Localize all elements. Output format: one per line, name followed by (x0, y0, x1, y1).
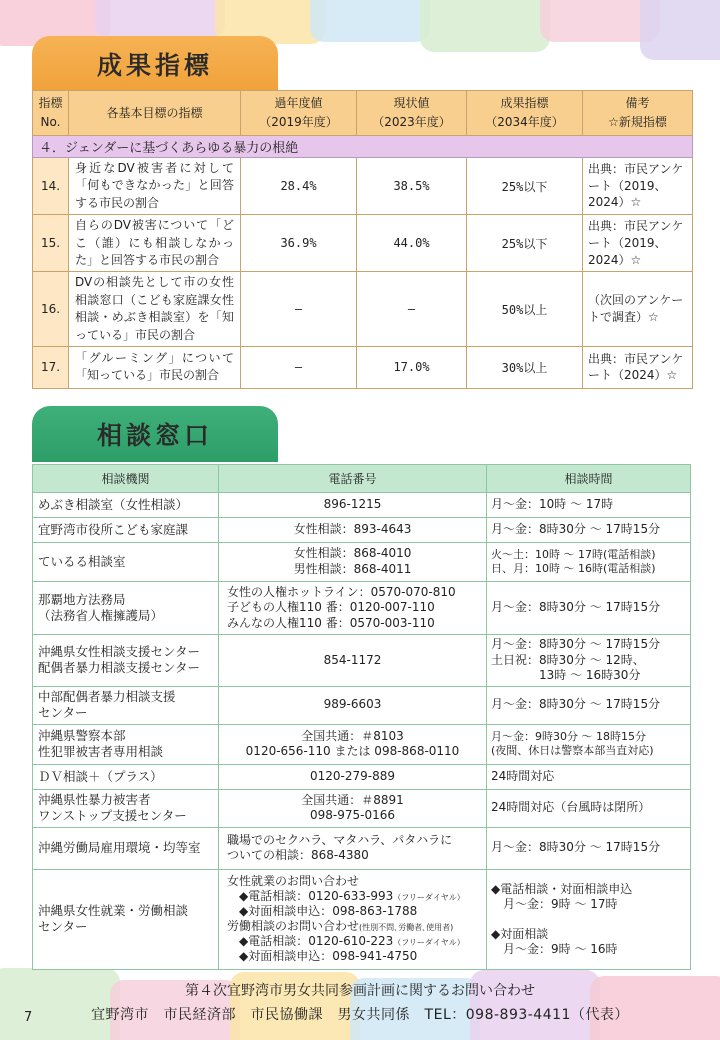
table-row (33, 724, 691, 764)
section-title-indicators: 成果指標 (32, 36, 278, 92)
row-tel: 0120-279-889 (219, 764, 487, 789)
tel-line: ◆電話相談：0120-610-223（フリーダイヤル） (227, 934, 465, 949)
row-hours: 月～金：10時 ～ 17時 (487, 493, 691, 518)
row-org: 沖縄県女性就業・労働相談 センター (33, 869, 219, 969)
section-title-consultation: 相談窓口 (32, 406, 278, 462)
row-tel: 女性相談：893-4643 (219, 518, 487, 543)
row-current: ― (357, 272, 467, 347)
row-hours: 月～金：8時30分 ～ 17時15分 土日祝：8時30分 ～ 12時、 13時 ～ 16時30分 (487, 635, 691, 687)
row-org: 宜野湾市役所こども家庭課 (33, 518, 219, 543)
header-indicator: 各基本目標の指標 (69, 91, 241, 136)
row-no: 17. (33, 346, 69, 388)
row-no: 16. (33, 272, 69, 347)
row-note: 出典：市民アンケート（2024）☆ (583, 346, 693, 388)
table-row (33, 518, 691, 543)
row-indicator: 「グルーミング」について「知っている」市民の割合 (69, 346, 241, 388)
category-label: ４．ジェンダーに基づくあらゆる暴力の根絶 (33, 136, 693, 158)
row-indicator: 身近なDV被害者に対して「何もできなかった」と回答する市民の割合 (69, 158, 241, 215)
row-org: 沖縄労働局雇用環境・均等室 (33, 827, 219, 869)
indicator-table-header (33, 91, 693, 136)
table-row (33, 764, 691, 789)
row-tel: 女性の人権ホットライン：0570-070-810 子どもの人権110 番：0120-007-110 みんなの人権110 番：0570-003-110 (219, 582, 487, 635)
header-hours: 相談時間 (487, 465, 691, 493)
row-past: 28.4% (241, 158, 357, 215)
header-no: 指標 No. (33, 91, 69, 136)
row-tel-multi (219, 869, 487, 969)
row-tel: 896-1215 (219, 493, 487, 518)
row-indicator: 自らのDV被害について「どこ（誰）にも相談しなかった」と回答する市民の割合 (69, 215, 241, 272)
row-tel: 854-1172 (219, 635, 487, 687)
table-row (33, 215, 693, 272)
row-past: 36.9% (241, 215, 357, 272)
header-target: 成果指標 （2034年度） (467, 91, 583, 136)
footer-contact: 宜野湾市 市民経済部 市民協働課 男女共同係 TEL：098-893-4411（代表） (91, 1007, 629, 1023)
row-hours: ◆電話相談・対面相談申込 月～金：9時 ～ 17時 ◆対面相談 月～金：9時 ～ 16時 (487, 869, 691, 969)
row-hours: 24時間対応（台風時は閉所） (487, 789, 691, 827)
row-org: 那覇地方法務局 （法務省人権擁護局） (33, 582, 219, 635)
row-hours: 月～金：8時30分 ～ 17時15分 (487, 582, 691, 635)
row-note: 出典：市民アンケート（2019、2024）☆ (583, 215, 693, 272)
row-tel: 989-6603 (219, 686, 487, 724)
table-row (33, 635, 691, 687)
table-row (33, 346, 693, 388)
row-tel: 全国共通：＃8103 0120-656-110 または 098-868-0110 (219, 724, 487, 764)
row-hours: 火～土：10時 ～ 17時(電話相談) 日、月：10時 ～ 16時(電話相談) (487, 543, 691, 582)
row-no: 15. (33, 215, 69, 272)
row-org: めぶき相談室（女性相談） (33, 493, 219, 518)
table-row (33, 827, 691, 869)
row-current: 44.0% (357, 215, 467, 272)
header-past: 過年度値 （2019年度） (241, 91, 357, 136)
row-target: 25%以下 (467, 158, 583, 215)
row-tel: 職場でのセクハラ、マタハラ、パタハラに ついての相談：868-4380 (219, 827, 487, 869)
footer-title: 第４次宜野湾市男女共同参画計画に関するお問い合わせ (185, 983, 535, 999)
row-hours: 月～金：8時30分 ～ 17時15分 (487, 518, 691, 543)
row-no: 14. (33, 158, 69, 215)
header-note: 備考 ☆新規指標 (583, 91, 693, 136)
consultation-table (32, 464, 691, 970)
page-number: 7 (24, 1010, 33, 1025)
indicator-table (32, 90, 693, 389)
table-row (33, 686, 691, 724)
row-org: ＤＶ相談＋（プラス） (33, 764, 219, 789)
header-tel: 電話番号 (219, 465, 487, 493)
consultation-table-header (33, 465, 691, 493)
row-hours: 月～金：8時30分 ～ 17時15分 (487, 827, 691, 869)
row-target: 50%以上 (467, 272, 583, 347)
tel-line: ◆電話相談：0120-633-993（フリーダイヤル） (227, 889, 465, 904)
table-row (33, 158, 693, 215)
table-row (33, 789, 691, 827)
category-row (33, 136, 693, 158)
row-hours: 月～金：8時30分 ～ 17時15分 (487, 686, 691, 724)
tel-line: 労働相談のお問い合わせ(性別不問､労働者､使用者) (227, 919, 454, 934)
tel-line: 女性就業のお問い合わせ (227, 874, 360, 889)
row-org: 沖縄県警察本部 性犯罪被害者専用相談 (33, 724, 219, 764)
row-indicator: DVの相談先として市の女性相談窓口（こども家庭課女性相談・めぶき相談室）を「知っている」市民の割合 (69, 272, 241, 347)
row-past: ― (241, 346, 357, 388)
tel-line: ◆対面相談申込：098-941-4750 (227, 949, 418, 964)
row-current: 17.0% (357, 346, 467, 388)
table-row (33, 493, 691, 518)
row-target: 25%以下 (467, 215, 583, 272)
row-note: 出典：市民アンケート（2019、2024）☆ (583, 158, 693, 215)
header-org: 相談機関 (33, 465, 219, 493)
table-row (33, 272, 693, 347)
row-org: ているる相談室 (33, 543, 219, 582)
row-org: 沖縄県女性相談支援センター 配偶者暴力相談支援センター (33, 635, 219, 687)
row-tel: 全国共通：＃8891 098-975-0166 (219, 789, 487, 827)
row-current: 38.5% (357, 158, 467, 215)
row-target: 30%以上 (467, 346, 583, 388)
header-current: 現状値 （2023年度） (357, 91, 467, 136)
row-hours: 月～金：9時30分 ～ 18時15分 (夜間、休日は警察本部当直対応) (487, 724, 691, 764)
row-org: 沖縄県性暴力被害者 ワンストップ支援センター (33, 789, 219, 827)
row-org: 中部配偶者暴力相談支援 センター (33, 686, 219, 724)
table-row (33, 869, 691, 969)
table-row (33, 582, 691, 635)
tel-line: ◆対面相談申込：098-863-1788 (227, 904, 418, 919)
row-past: ― (241, 272, 357, 347)
row-tel: 女性相談：868-4010 男性相談：868-4011 (219, 543, 487, 582)
row-note: （次回のアンケートで調査）☆ (583, 272, 693, 347)
table-row (33, 543, 691, 582)
row-hours: 24時間対応 (487, 764, 691, 789)
